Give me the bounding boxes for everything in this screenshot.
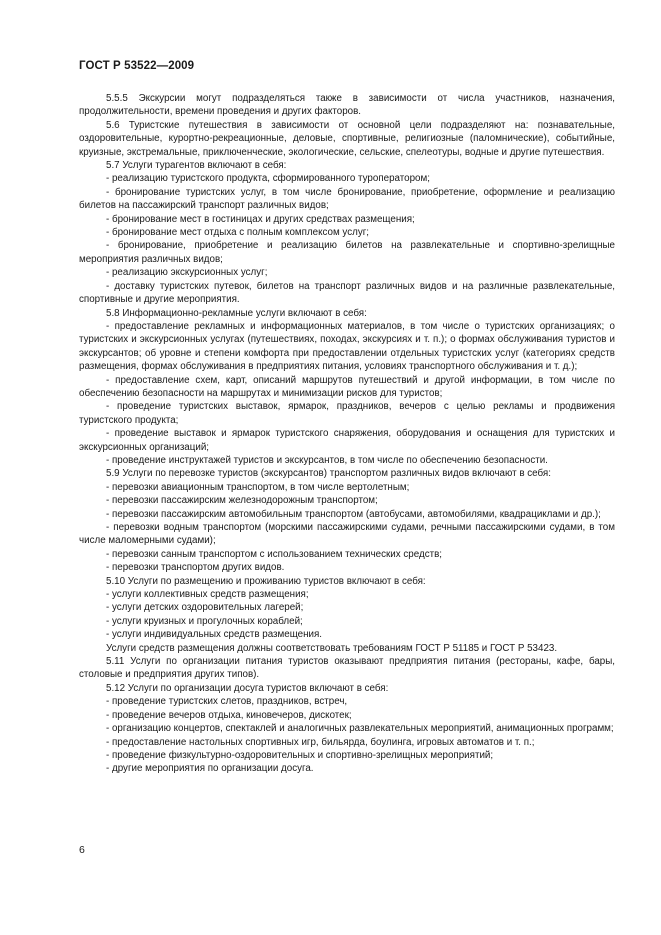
list-item: - бронирование туристских услуг, в том числе бронирование, приобретение, оформление и реализацию билетов на пассажирский транспорт различных видов; <box>79 186 615 212</box>
paragraph-5-9: 5.9 Услуги по перевозке туристов (экскурсантов) транспортом различных видов включают в себя: <box>106 468 551 480</box>
list-item: - проведение выставок и ярмарок туристского снаряжения, оборудования и оснащения для туристских и экскурсионных организаций; <box>79 428 615 453</box>
list-item: - перевозки пассажирским автомобильным транспортом (автобусами, автомобилями, квадрациклами и др.); <box>106 508 601 520</box>
list-item: - проведение инструктажей туристов и экскурсантов, в том числе по обеспечению безопасности. <box>106 454 548 466</box>
document-body <box>79 92 615 776</box>
list-item: - услуги коллективных средств размещения; <box>106 589 309 601</box>
paragraph-5-5-5: 5.5.5 Экскурсии могут подразделяться также в зависимости от числа участников, назначения, продолжительности, времени проведения и других факторов. <box>79 93 615 118</box>
list-item: - услуги детских оздоровительных лагерей; <box>106 602 304 614</box>
list-item: - доставку туристских путевок, билетов на транспорт различных видов и на различные развлекательные, спортивные и другие мероприятия. <box>79 280 615 306</box>
paragraph-5-7: 5.7 Услуги турагентов включают в себя: <box>106 160 287 172</box>
list-item: - проведение туристских слетов, праздников, встреч, <box>106 696 348 708</box>
paragraph-5-12: 5.12 Услуги по организации досуга туристов включают в себя: <box>106 682 389 694</box>
list-item: - услуги индивидуальных средств размещения. <box>106 629 323 641</box>
list-item: - проведение физкультурно-оздоровительных и спортивно-зрелищных мероприятий; <box>106 749 494 761</box>
paragraph-accommodation-requirements: Услуги средств размещения должны соответствовать требованиям ГОСТ Р 51185 и ГОСТ Р 53423. <box>106 642 558 654</box>
list-item: - предоставление схем, карт, описаний маршрутов путешествий и другой информации, в том числе по обеспечению безопасности на маршрутах и минимизации рисков для туристов; <box>79 374 615 399</box>
list-item: - услуги круизных и прогулочных кораблей; <box>106 615 303 627</box>
list-item: - перевозки пассажирским железнодорожным транспортом; <box>106 495 378 507</box>
paragraph-5-6: 5.6 Туристские путешествия в зависимости от основной цели подразделяют на: познавательные, оздоровительные, курортно-рекреационные, деловые, спортивные, религиозные (паломнические), событийные, круизные, экстремальные, приключенческие, экологические, сельские, спелеотуры, водные и другие путешествия. <box>79 119 615 158</box>
list-item: - реализацию экскурсионных услуг; <box>106 267 268 279</box>
list-item: - перевозки авиационным транспортом, в том числе вертолетным; <box>106 481 410 493</box>
document-header: ГОСТ Р 53522—2009 <box>79 60 195 72</box>
paragraph-5-10: 5.10 Услуги по размещению и проживанию туристов включают в себя: <box>106 575 426 587</box>
list-item: - другие мероприятия по организации досуга. <box>106 763 314 775</box>
list-item: - организацию концертов, спектаклей и аналогичных развлекательных мероприятий, анимационных программ; <box>106 723 614 735</box>
list-item: - перевозки санным транспортом с использованием технических средств; <box>106 548 443 560</box>
list-item: - проведение вечеров отдыха, киновечеров, дискотек; <box>106 709 352 721</box>
paragraph-5-8: 5.8 Информационно-рекламные услуги включают в себя: <box>106 307 367 319</box>
list-item: - перевозки транспортом других видов. <box>106 562 285 574</box>
page-number: 6 <box>79 844 85 856</box>
list-item: - бронирование, приобретение и реализацию билетов на развлекательные и спортивно-зрелищные мероприятия различных видов; <box>79 240 615 265</box>
list-item: - предоставление настольных спортивных игр, бильярда, боулинга, игровых автоматов и т. п.; <box>106 736 535 748</box>
list-item: - реализацию туристского продукта, сформированного туроператором; <box>106 173 430 185</box>
list-item: - бронирование мест в гостиницах и других средствах размещения; <box>106 213 415 225</box>
paragraph-5-11: 5.11 Услуги по организации питания туристов оказывают предприятия питания (рестораны, кафе, бары, столовые и предприятия других типов). <box>79 656 615 681</box>
list-item: - предоставление рекламных и информационных материалов, в том числе о туристских организациях; о туристских и экскурсионных услугах (путешествиях, походах, экскурсиях и т. п.); о формах обслуживания туристов и экскурсантов; об уровне и степени комфорта при предоставлении отдельных туристских услуг (категориях средств размещения, формах обслуживания в предприятиях питания, условиях транспортного обслуживания и т. д.); <box>79 320 615 373</box>
list-item: - перевозки водным транспортом (морскими пассажирскими судами, речными пассажирскими судами, в том числе маломерными судами); <box>79 522 615 547</box>
list-item: - проведение туристских выставок, ярмарок, праздников, вечеров с целью рекламы и продвижения туристского продукта; <box>79 401 615 426</box>
list-item: - бронирование мест отдыха с полным комплексом услуг; <box>106 227 370 239</box>
